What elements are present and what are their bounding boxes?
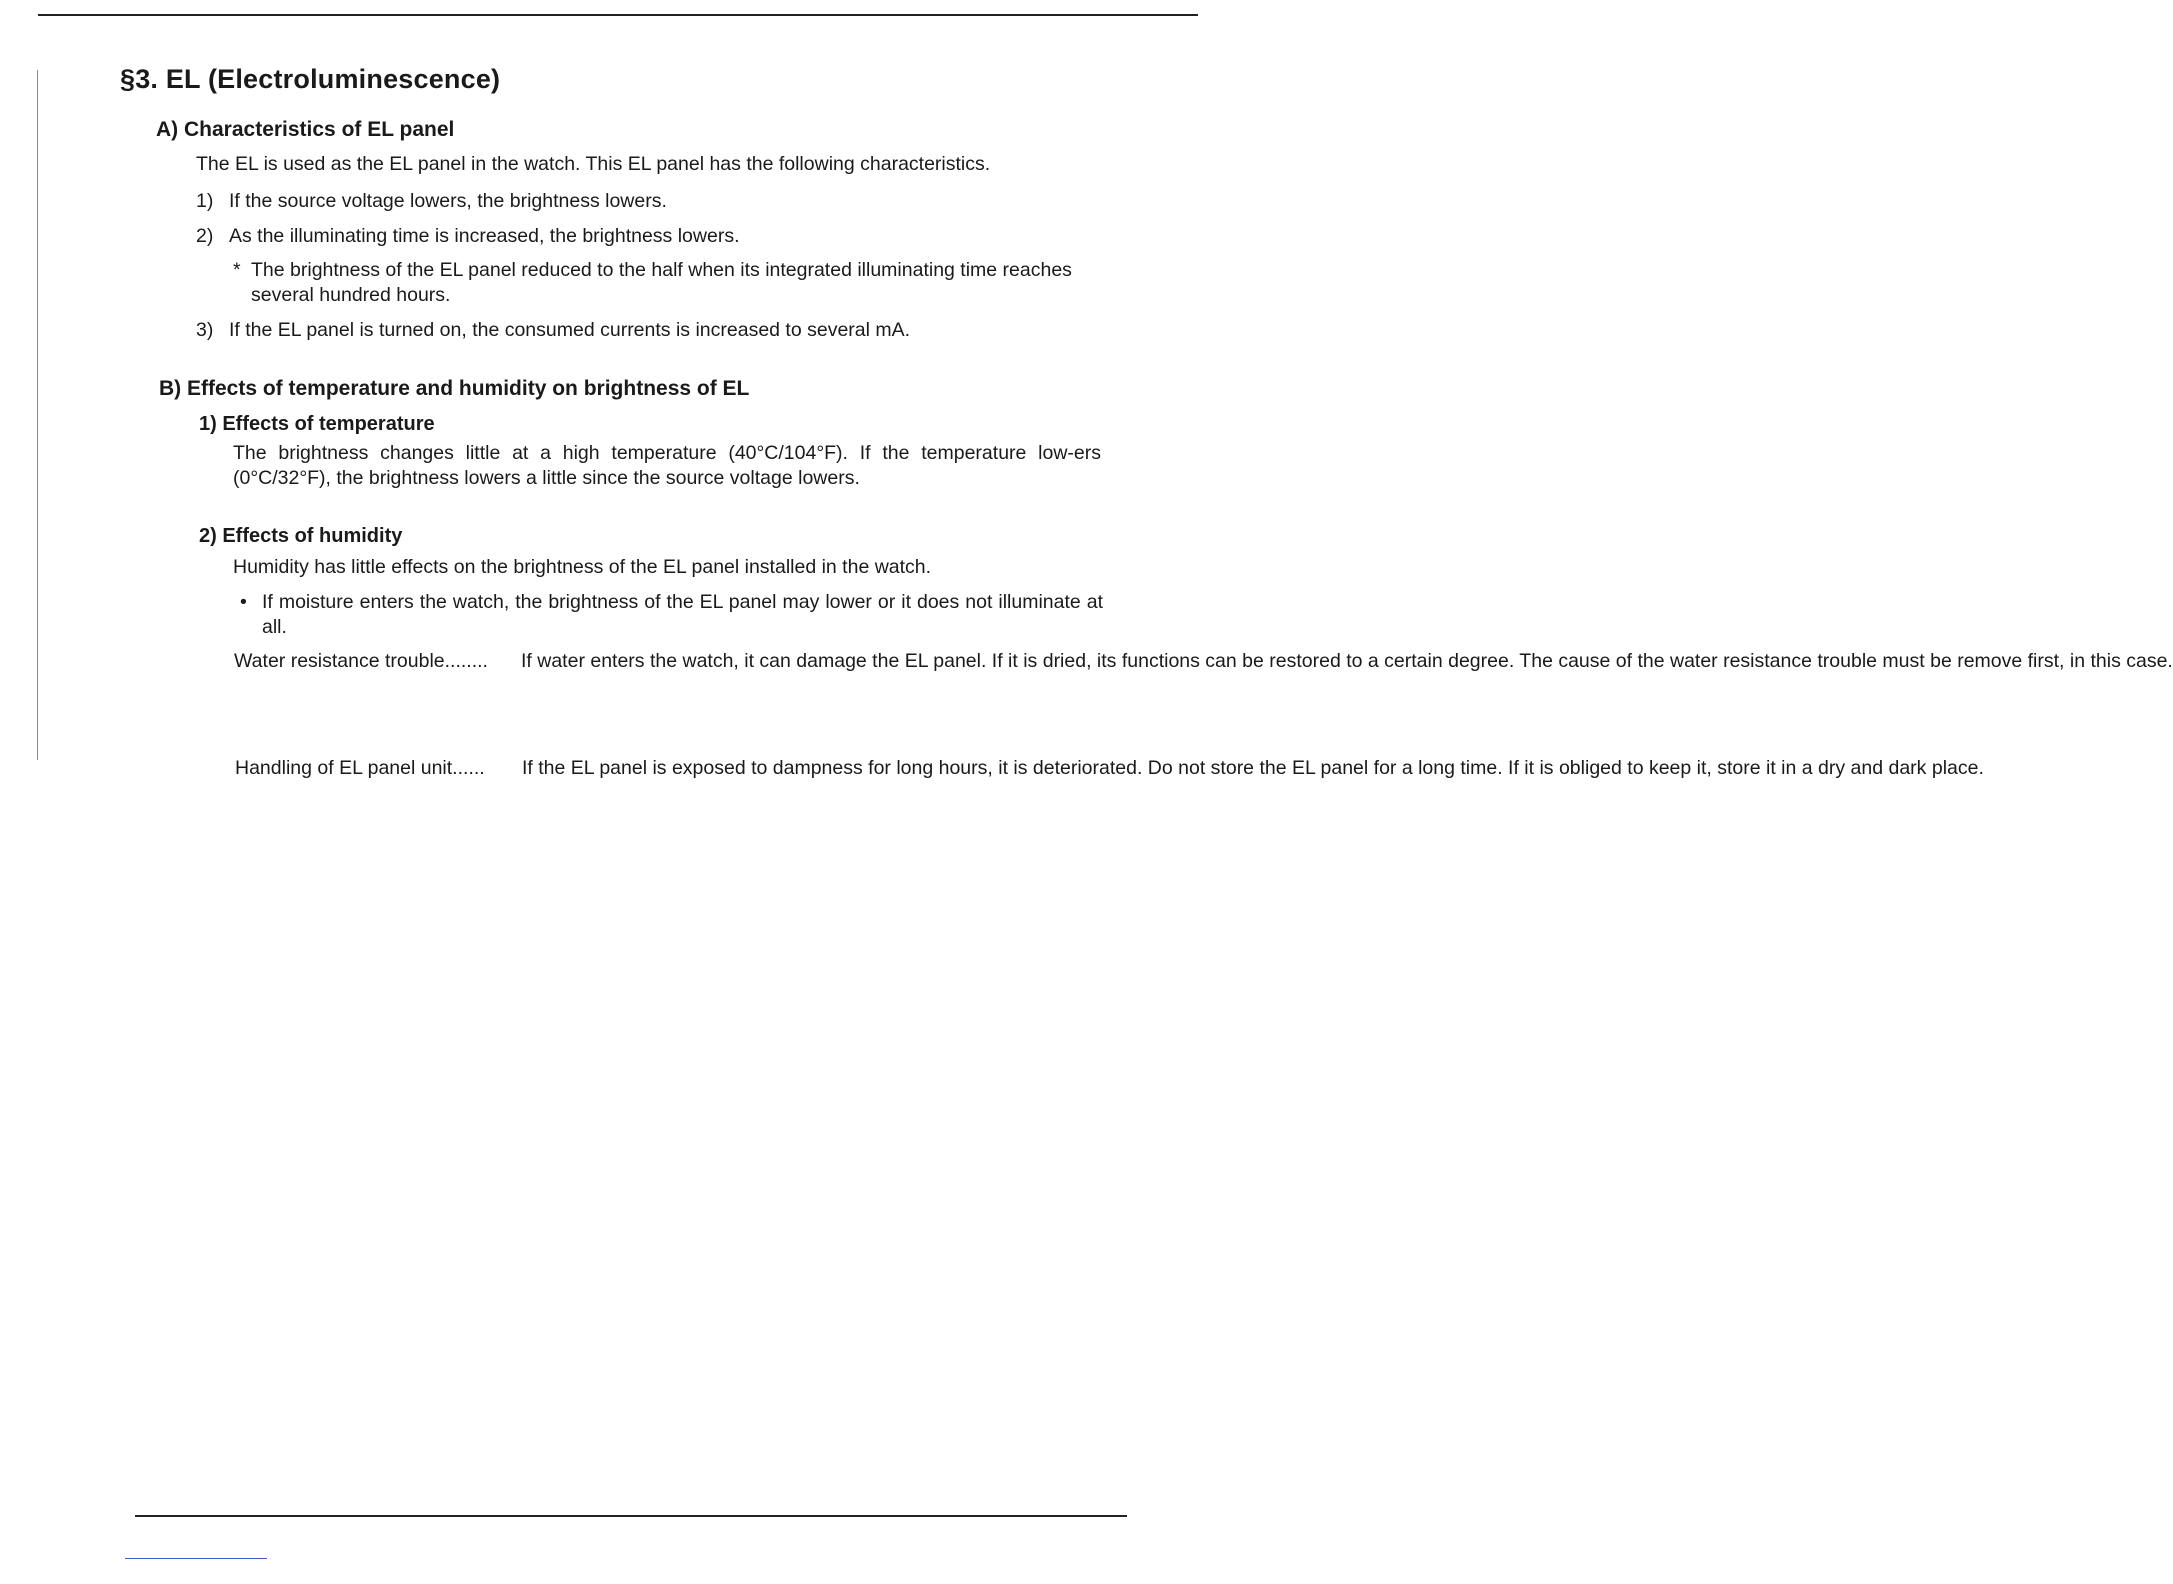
bottom-rule xyxy=(135,1515,1127,1517)
water-resistance-desc: If water enters the watch, it can damage the EL panel. If it is dried, its functions can be restored to a certain degree. The cause of the water resistance trouble must be remove first, in this case. xyxy=(521,650,2173,672)
list-item xyxy=(196,189,667,214)
section-a-heading: A) Characteristics of EL panel xyxy=(156,118,455,141)
handling-term: Handling of EL panel unit...... xyxy=(235,757,485,779)
bullet-marker: • xyxy=(240,591,247,613)
section-b-heading: B) Effects of temperature and humidity on brightness of EL xyxy=(159,377,750,400)
list-item xyxy=(196,318,910,343)
section-a-intro: The EL is used as the EL panel in the watch. This EL panel has the following characteristics. xyxy=(196,153,991,175)
list-item xyxy=(196,224,740,249)
list-item-number: 3) xyxy=(196,319,214,341)
humidity-heading: 2) Effects of humidity xyxy=(199,525,403,547)
list-item-number: 2) xyxy=(196,225,214,247)
water-resistance-term: Water resistance trouble........ xyxy=(234,650,488,672)
list-item-text: If the source voltage lowers, the brightness lowers. xyxy=(229,190,667,212)
note-text: The brightness of the EL panel reduced to the half when its integrated illuminating time reaches several hundred hours. xyxy=(251,259,1072,306)
list-item-number: 1) xyxy=(196,190,214,212)
note-marker: * xyxy=(233,259,241,281)
temperature-text: The brightness changes little at a high temperature (40°C/104°F). If the temperature low-ers (0°C/32°F), the brightness lowers a little since the source voltage lowers. xyxy=(233,442,1101,489)
footer-link-rule xyxy=(125,1558,267,1559)
list-item-text: As the illuminating time is increased, the brightness lowers. xyxy=(229,225,740,247)
bullet-text: If moisture enters the watch, the brightness of the EL panel may lower or it does not illuminate at all. xyxy=(262,591,1103,638)
section-title: §3. EL (Electroluminescence) xyxy=(120,64,501,94)
humidity-text: Humidity has little effects on the brightness of the EL panel installed in the watch. xyxy=(233,556,932,578)
list-item-text: If the EL panel is turned on, the consumed currents is increased to several mA. xyxy=(229,319,911,341)
top-rule xyxy=(38,14,1198,16)
handling-desc: If the EL panel is exposed to dampness for long hours, it is deteriorated. Do not store the EL panel for a long time. If it is obliged to keep it, store it in a dry and dark place. xyxy=(522,757,1984,779)
margin-line xyxy=(37,70,38,760)
temperature-heading: 1) Effects of temperature xyxy=(199,413,435,435)
